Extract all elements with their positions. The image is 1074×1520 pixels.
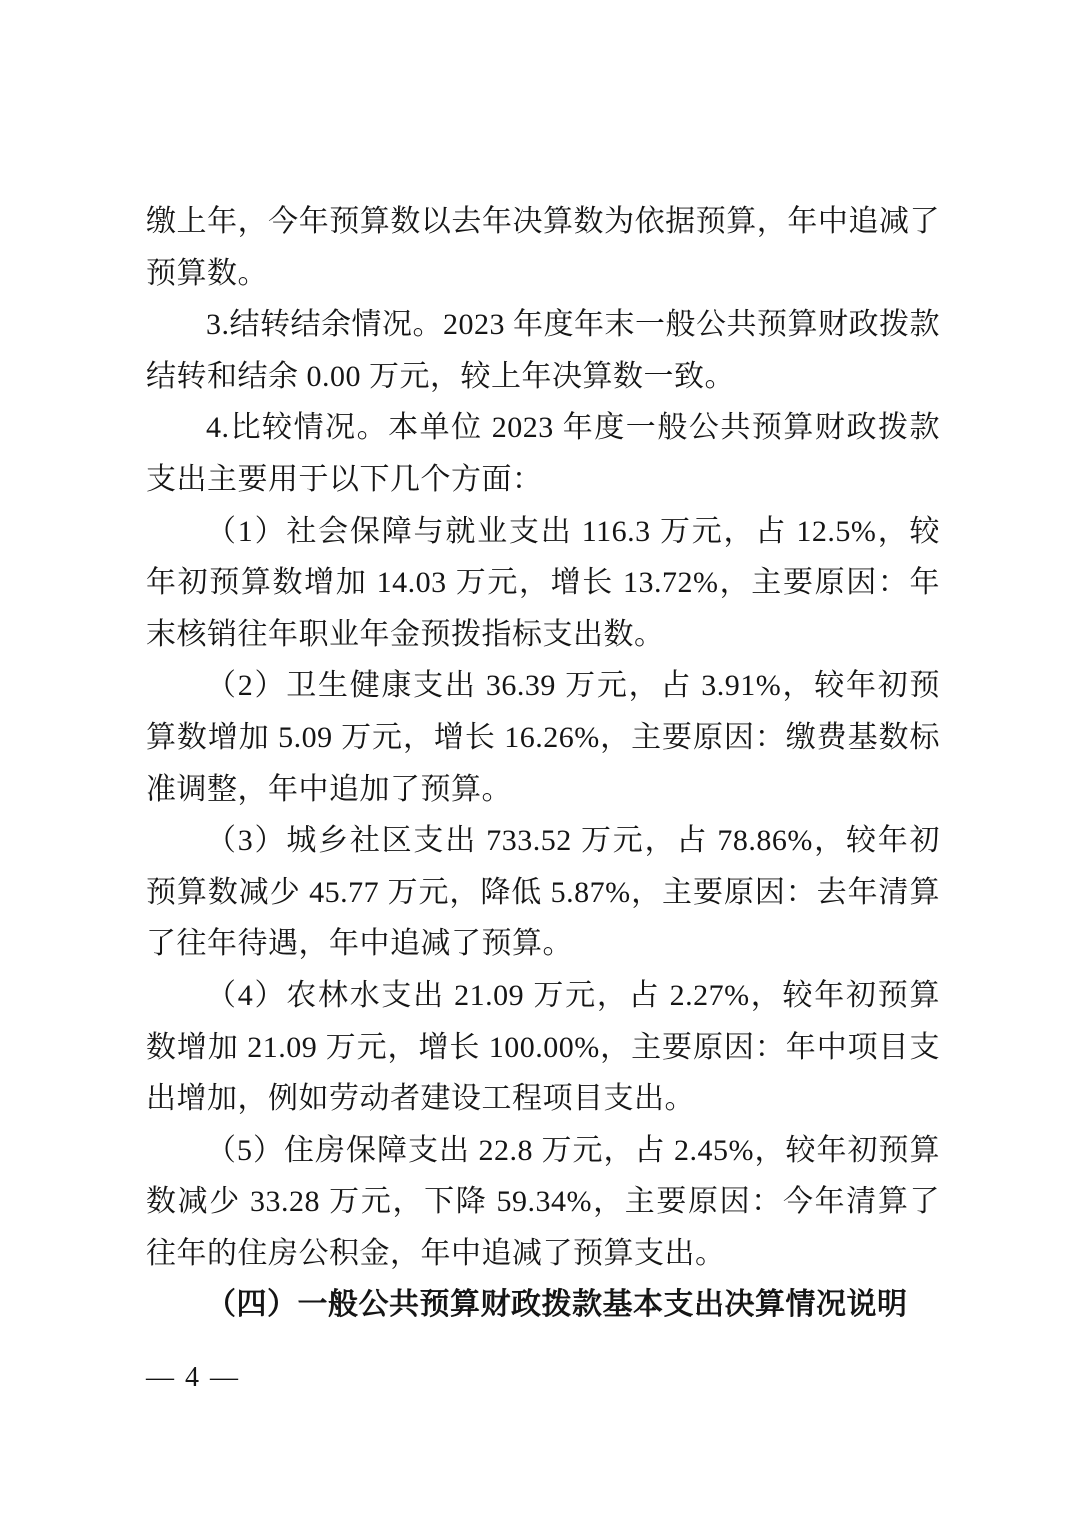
paragraph-item-2-health: （2）卫生健康支出 36.39 万元，占 3.91%，较年初预算数增加 5.09 万元，增长 16.26%，主要原因：缴费基数标准调整，年中追加了预算。 bbox=[146, 669, 940, 806]
paragraph-item-5-housing-security: （5）住房保障支出 22.8 万元，占 2.45%，较年初预算数减少 33.28 万元，下降 59.34%，主要原因：今年清算了往年的住房公积金，年中追减了预算支出。 bbox=[146, 1133, 940, 1270]
page-number: — 4 — bbox=[146, 1362, 240, 1393]
paragraph-item-3-urban-rural-community: （3）城乡社区支出 733.52 万元，占 78.86%，较年初预算数减少 45.77 万元，降低 5.87%，主要原因：去年清算了往年待遇，年中追减了预算。 bbox=[146, 824, 940, 961]
paragraph-carryover-balance: 3.结转结余情况。2023 年度年末一般公共预算财政拨款结转和结余 0.00 万元，较上年决算数一致。 bbox=[146, 308, 940, 393]
paragraph-comparison-intro: 4.比较情况。本单位 2023 年度一般公共预算财政拨款支出主要用于以下几个方面： bbox=[146, 411, 940, 496]
paragraph-item-1-social-security: （1）社会保障与就业支出 116.3 万元，占 12.5%，较年初预算数增加 14.03 万元，增长 13.72%，主要原因：年末核销往年职业年金预拨指标支出数。 bbox=[146, 514, 940, 651]
document-body bbox=[146, 196, 940, 1331]
paragraph-item-4-agriculture-forestry-water: （4）农林水支出 21.09 万元，占 2.27%，较年初预算数增加 21.09 万元，增长 100.00%，主要原因：年中项目支出增加，例如劳动者建设工程项目支出。 bbox=[146, 978, 940, 1116]
section-heading-basic-expenditure: （四）一般公共预算财政拨款基本支出决算情况说明 bbox=[206, 1288, 908, 1322]
paragraph-budget-carryover-continuation: 缴上年，今年预算数以去年决算数为依据预算，年中追减了预算数。 bbox=[146, 205, 940, 290]
